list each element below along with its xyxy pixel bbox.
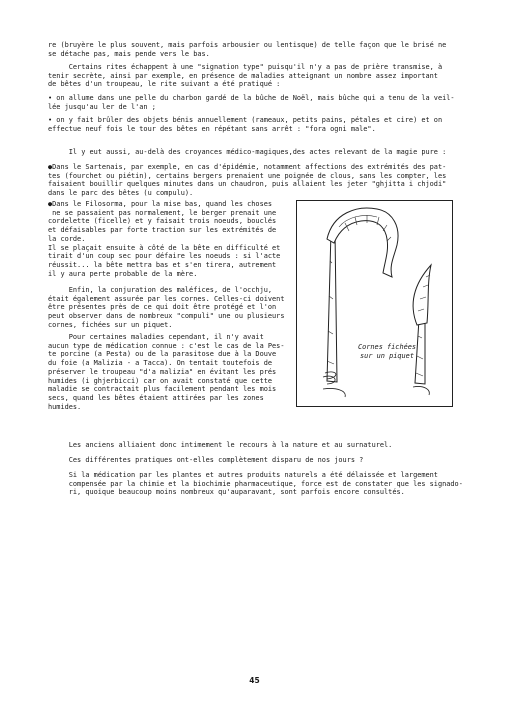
paragraph-pratiques: Ces différentes pratiques ont-elles complètement disparu de nos jours ? <box>48 456 364 464</box>
paragraph-top: re (bruyère le plus souvent, mais parfois arbousier ou lentisque) de telle façon que le brisé ne se détache pas, mais pende vers le bas. <box>48 41 447 58</box>
bullet-sartenais: ●Dans le Sartenais, par exemple, en cas d'épidémie, notamment affections des extrémités des pat- tes (fourchet ou piétin), certains bergers prenaient une poignée de clous, sans les compter, les faisaient bouillir quelques minutes dans un chaudron, puis allaient les jeter "ghjitta i chjodi" dans le parc des bêtes (u compulu). <box>48 163 447 198</box>
bullet-charbon: • on allume dans une pelle du charbon gardé de la bûche de Noël, mais bûche qui a tenu de la veil- lée jusqu'au ler de l'an ; <box>48 94 455 111</box>
paragraph-maladies: Pour certaines maladies cependant, il n'y avait aucun type de médication connue : c'est le cas de la Pes- te porcine (a Pesta) ou de la parasitose due à la Douve du foie (a Malizia - a Tacca). On tentait toutefois de préserver le troupeau "d'a malizia" en évitant les prés humides (i ghjerbicci) car on avait constaté que cette maladie se contractait plus facilement pendant les mois secs, quand les bêtes étaient attirées par les zones humides. <box>48 333 285 411</box>
paragraph-cornes: Enfin, la conjuration des maléfices, de l'occhju, était également assurée par les cornes. Celles-ci doivent être présentes près de ce qui doit être protégé et l'on peut observer dans de nombreux "compuli" une ou plusieurs cornes, fichées sur un piquet. <box>48 286 285 329</box>
bullet-objets-benis: • on y fait brûler des objets bénis annuellement (rameaux, petits pains, pétales et cire) et on effectue neuf fois le tour des bêtes en répétant sans arrêt : "fora ogni male". <box>48 116 443 133</box>
horns-figure <box>296 200 453 407</box>
horns-on-stakes-illustration <box>297 201 452 406</box>
page-number: 45 <box>249 676 260 685</box>
bullet-filosorma: ●Dans le Filosorma, pour la mise bas, quand les choses ne se passaient pas normalement, le berger prenait une cordelette (ficelle) et y faisait trois noeuds, bouclés et défaisables par forte traction sur les extrémités de la corde. Il se plaçait ensuite à côté de la bête en difficulté et tirait d'un coup sec pour défaire les noeuds : si l'acte réussit... la bête mettra bas et s'en tirera, autrement il y aura perte probable de la mère. <box>48 200 281 278</box>
figure-caption: Cornes fichées sur un piquet <box>357 343 417 360</box>
paragraph-anciens: Les anciens alliaient donc intimement le recours à la nature et au surnaturel. <box>48 441 393 449</box>
paragraph-rites: Certains rites échappent à une "signation type" puisqu'il n'y a pas de prière transmise, à tenir secrète, ainsi par exemple, en présence de maladies atteignant un nombre assez important de bêtes d'un troupeau, le rite suivant a été pratiqué : <box>48 63 443 89</box>
paragraph-croyances: Il y eut aussi, au-delà des croyances médico-magiques,des actes relevant de la magie pure : <box>48 148 447 156</box>
paragraph-medication: Si la médication par les plantes et autres produits naturels a été délaissée et largement compensée par la chimie et la biochimie pharmaceutique, force est de constater que les signado- ri, quoique beaucoup moins nombreux qu'auparavant, sont parfois encore consultés. <box>68 471 463 497</box>
